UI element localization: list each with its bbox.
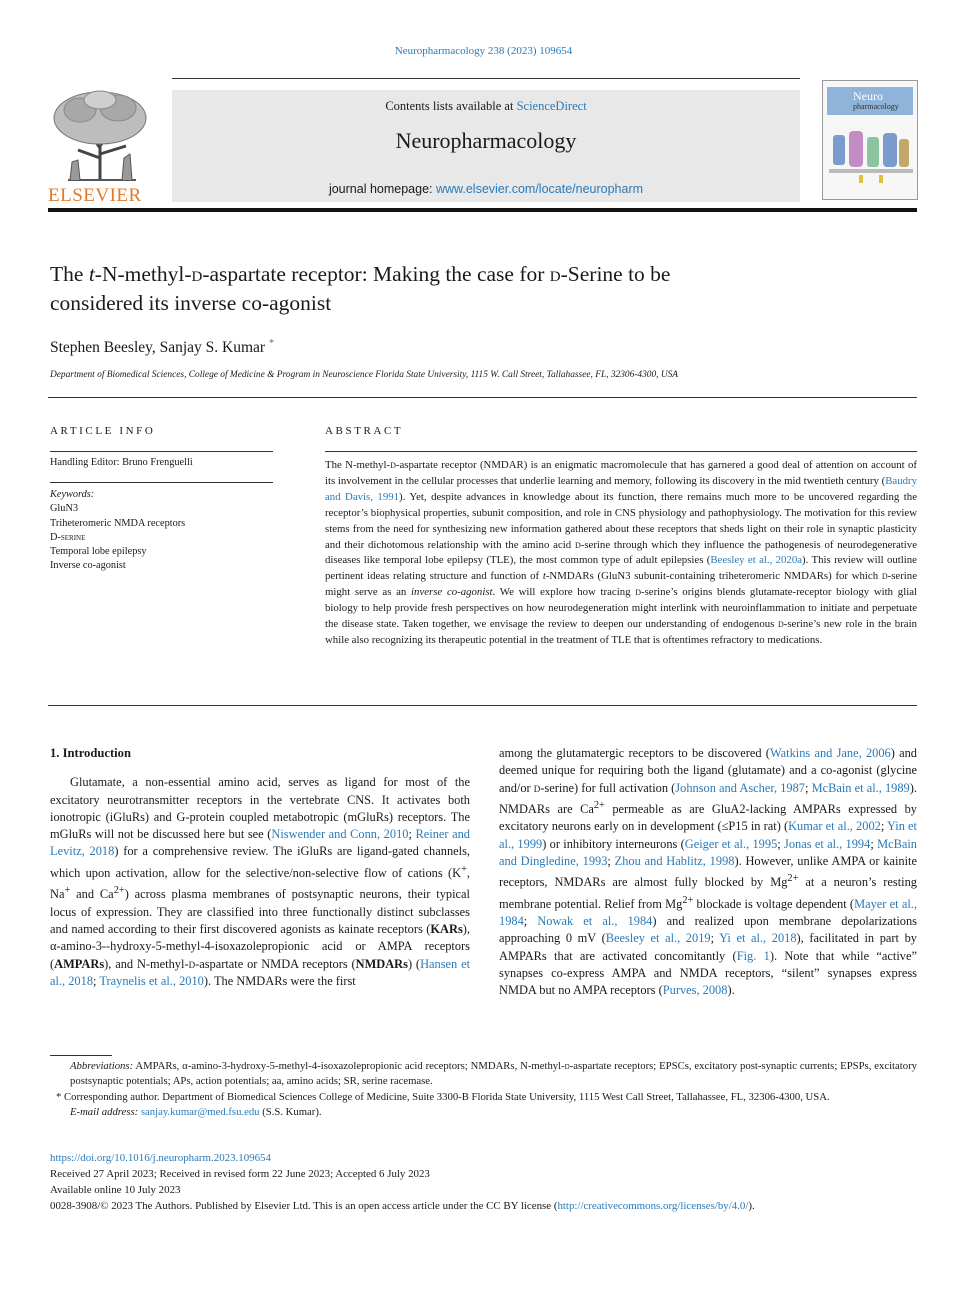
license-fragment: ). — [748, 1200, 755, 1212]
body-fragment: at a neuron’s resting membrane potential. Relief from Mg — [499, 875, 917, 911]
citation-link[interactable]: Jonas et al., 1994 — [784, 836, 871, 851]
title-small-caps: d — [549, 262, 561, 286]
header-thick-rule — [48, 208, 917, 212]
body-fragment: Glutamate, a non-essential amino acid, serves as ligand for most of the excitatory neurotransmitter receptors in the vertebrate CNS. It activates both ionotropic (iGluRs) and G-protein coupled metabotropic (mGluRs) receptors. The mGluRs will not be discussed here but see ( — [50, 775, 470, 842]
license-line — [50, 1198, 917, 1214]
bold-term: KARs — [430, 921, 463, 936]
keywords-block — [50, 488, 273, 574]
citation-link[interactable]: Zhou and Hablitz, 1998 — [614, 853, 735, 868]
superscript: 2+ — [113, 885, 125, 897]
abstract-small-caps: d — [635, 586, 641, 599]
keyword-item: Inverse co-agonist — [50, 560, 126, 572]
divider — [325, 451, 917, 452]
figure-link[interactable]: Fig. 1 — [736, 948, 770, 963]
contents-available-line — [172, 99, 800, 114]
doi-link[interactable]: https://doi.org/10.1016/j.neuropharm.2023.109654 — [50, 1152, 271, 1164]
journal-cover-thumbnail[interactable] — [822, 80, 918, 200]
small-caps: d — [188, 956, 196, 971]
journal-banner — [172, 90, 800, 202]
superscript: 2+ — [593, 799, 605, 811]
abstract-fragment: -NMDARs (GluN3 subunit-containing triheteromeric NMDARs) for which — [545, 570, 882, 583]
license-fragment: 0028-3908/© 2023 The Authors. Published by Elsevier Ltd. This is an open access article under the CC BY license ( — [50, 1200, 558, 1212]
abstract-fragment: -serine might serve as an — [325, 570, 917, 599]
publisher-logo-text: ELSEVIER — [48, 185, 142, 206]
abstract-fragment: -serine’s new role in the brain while also recognizing its therapeutic potential in the treatment of TLE that is oftentimes refractory to medications. — [325, 618, 917, 646]
keyword-item: Temporal lobe epilepsy — [50, 546, 147, 558]
abstract-small-caps: d — [881, 570, 888, 583]
body-fragment: ). The NMDARs were the first — [203, 973, 356, 988]
intro-paragraph — [50, 774, 470, 990]
body-fragment: ), α-amino-3--hydroxy-5-methyl-4-isoxazolepropionic acid or AMPA receptors ( — [50, 921, 470, 971]
abstract-italic: inverse co-agonist — [411, 586, 493, 599]
bold-term: AMPARs — [54, 956, 105, 971]
body-fragment: ) ( — [407, 956, 421, 971]
available-online: Available online 10 July 2023 — [50, 1184, 181, 1196]
body-fragment: ; — [805, 780, 812, 795]
body-fragment: ; — [523, 914, 538, 929]
citation-link[interactable]: Hansen et al., 2018 — [50, 956, 471, 988]
journal-title: Neuropharmacology — [395, 128, 577, 153]
body-fragment: ). However, unlike AMPA or kainite receptors, NMDARs are almost fully blocked by Mg — [499, 853, 917, 890]
citation-link[interactable]: Niswender and Conn, 2010 — [271, 827, 409, 842]
title-text: -aspartate receptor: Making the case for — [202, 262, 550, 286]
body-fragment: , Na — [50, 865, 470, 902]
homepage-link[interactable]: www.elsevier.com/locate/neuropharm — [435, 182, 644, 196]
citation-link[interactable]: Kumar et al., 2002 — [788, 819, 881, 834]
body-fragment: ). NMDARs are Ca — [499, 780, 917, 817]
body-fragment: -aspartate or NMDA receptors ( — [195, 956, 356, 971]
citation-link[interactable]: Nowak et al., 1984 — [537, 914, 653, 929]
intro-paragraph-continued — [499, 745, 917, 1000]
body-fragment: ; — [710, 931, 720, 946]
cover-title-line1: Neuro — [853, 89, 883, 103]
small-caps: d — [533, 780, 541, 795]
body-fragment: ). — [727, 983, 735, 998]
superscript: + — [461, 863, 467, 875]
citation-link[interactable]: Baudry and Davis, 1991 — [325, 474, 917, 503]
section-heading-introduction: 1. Introduction — [50, 746, 131, 760]
email-label: E-mail address: — [70, 1106, 139, 1119]
body-fragment: ; — [607, 853, 615, 868]
footnote-fragment: AMPARs, α-amino-3-hydroxy-5-methyl-4-isoxazolepropionic acid receptors; NMDARs, N-methyl- — [133, 1060, 565, 1072]
body-fragment: ) for a comprehensive review. The iGluRs are ligand-gated channels, which upon activation, allow for the selective/non-selective flow of cations (K — [50, 844, 471, 880]
title-text: -Serine to be — [560, 262, 671, 286]
intro-left-column — [50, 745, 470, 990]
citation-link[interactable]: Yin et al., 1999 — [499, 819, 917, 851]
abstract-fragment: The N-methyl- — [325, 459, 391, 471]
citation-link[interactable]: McBain and Dingledine, 1993 — [499, 836, 917, 868]
contents-prefix: Contents lists available at — [385, 99, 517, 113]
small-caps: d — [564, 1060, 570, 1072]
citation-link[interactable]: Johnson and Ascher, 1987 — [675, 780, 805, 795]
citation-link[interactable]: Geiger et al., 1995 — [684, 836, 778, 851]
abstract-italic: t — [542, 570, 546, 583]
body-fragment: ), facilitated in part by AMPARs that are activated concomitantly ( — [499, 931, 917, 963]
header-rule — [172, 78, 800, 79]
article-info-heading: ARTICLE INFO — [50, 425, 156, 437]
body-fragment: ) and deemed unique for requiring both the ligand (glutamate) and a co-agonist (glycine and/or — [499, 746, 917, 795]
citation-link[interactable]: Purves, 2008 — [662, 983, 728, 998]
abstract-heading: ABSTRACT — [325, 425, 404, 437]
superscript: 2+ — [682, 894, 694, 906]
title-line-2: considered its inverse co-agonist — [50, 291, 332, 315]
license-link[interactable]: http://creativecommons.org/licenses/by/4.0/ — [557, 1200, 749, 1212]
citation-link[interactable]: Reiner and Levitz, 2018 — [50, 827, 471, 859]
body-fragment: ) or inhibitory interneurons ( — [542, 836, 685, 851]
elsevier-logo — [48, 88, 152, 206]
abstract-fragment: -serine’s origins blends glutamate-receptor biology with glial biology to help provide fresh perspectives on how neurodegeneration might interlink with neuroinflammation to initiate and perpetuate the disease state. Taken together, we envisage the review to deepen our understanding of endogenous — [325, 586, 917, 631]
tree-icon — [48, 88, 152, 184]
citation-link[interactable]: Beesley et al., 2019 — [605, 931, 711, 946]
title-text: The — [50, 262, 89, 286]
sciencedirect-link[interactable]: ScienceDirect — [516, 99, 587, 113]
author-list — [50, 338, 274, 357]
superscript: + — [64, 885, 71, 897]
footnote-rule — [50, 1055, 112, 1056]
homepage-prefix: journal homepage: — [328, 182, 436, 196]
cover-title-line2: pharmacology — [853, 102, 899, 111]
body-fragment: among the glutamatergic receptors to be discovered ( — [499, 746, 770, 760]
abstract-fragment: ). Yet, despite advances in knowledge about its function, there remains much more to be uncovered regarding the receptor’s biophysical properties, subunit composition, and role in CNS physiology and pathophysiology. The motivation for this review stems from the need for synthesizing new information gathered about these receptors that sheds light on their role in synaptic plasticity and their dichotomous relationship with the amino acid — [325, 490, 917, 551]
received-dates: Received 27 April 2023; Received in revised form 22 June 2023; Accepted 6 July 2023 — [50, 1168, 430, 1180]
body-fragment: ) across plasma membranes of postsynaptic neurons, their typical locus of expression. They are classified into three functionally distinct subclasses and named according to their first discovered agonists as kainate receptors ( — [50, 887, 470, 936]
email-link[interactable]: sanjay.kumar@med.fsu.edu — [140, 1106, 260, 1119]
body-fragment: and Ca — [70, 887, 114, 902]
citation-link[interactable]: Traynelis et al., 2010 — [99, 973, 204, 988]
abstract-fragment: ). This review will outline pertinent ideas relating structure and function of — [325, 554, 917, 583]
bold-term: NMDARs — [355, 956, 408, 971]
abstract-fragment: -serine through which they influence the pathogenesis of neurodegenerative diseases like temporal lobe epilepsy (TLE), the most common type of adult epilepsies ( — [325, 538, 917, 567]
body-fragment: ; — [93, 973, 100, 988]
citation-link[interactable]: Beesley et al., 2020a — [710, 554, 803, 567]
keyword-item: GluN3 — [50, 503, 79, 515]
journal-homepage-line — [172, 182, 800, 196]
body-fragment: permeable as are GluA2-lacking AMPARs expressed by excitatory neurons early on in development (≤P15 in rat) ( — [499, 802, 917, 834]
keyword-item: D-serine — [50, 531, 86, 543]
body-fragment: ), and N-methyl- — [104, 956, 189, 971]
divider — [48, 397, 917, 398]
authors-text: Stephen Beesley, Sanjay S. Kumar — [50, 339, 266, 357]
title-text: -N-methyl- — [94, 262, 192, 286]
body-fragment: blockade is voltage dependent ( — [693, 896, 855, 911]
citation-link[interactable]: Mayer et al., 1984 — [499, 896, 917, 929]
journal-citation[interactable]: Neuropharmacology 238 (2023) 109654 — [394, 45, 573, 57]
abstract-fragment: -aspartate receptor (NMDAR) is an enigmatic macromolecule that has garnered a good deal of attention on account of its involvement in the cellular processes that underlie learning and memory, following its discovery in the mid twentieth century ( — [325, 459, 918, 487]
affiliation: Department of Biomedical Sciences, College of Medicine & Program in Neuroscience Florida State University, 1115 W. Call Street, Tallahassee, FL, 32306-4300, USA — [50, 370, 679, 380]
abstract-small-caps: d — [574, 538, 581, 551]
corresponding-author-mark[interactable]: * — [268, 338, 274, 349]
footnote-fragment: -aspartate receptors; EPSCs, excitatory post-synaptic currents; EPSPs, excitatory postsynaptic potentials; APs, action potentials; aa, amino acids; SR, serine racemase. — [70, 1060, 917, 1088]
body-fragment: ; — [777, 836, 785, 851]
body-fragment: ) and realized upon membrane depolarizations approaching 0 mV ( — [499, 914, 917, 946]
body-fragment: ; — [408, 827, 416, 842]
divider — [50, 482, 273, 483]
title-small-caps: d — [191, 262, 203, 286]
keyword-item: Triheteromeric NMDA receptors — [50, 517, 186, 529]
divider — [48, 705, 917, 706]
abstract-small-caps: d — [390, 459, 396, 471]
cover-artwork-icon — [829, 125, 913, 185]
body-fragment: ; — [870, 836, 878, 851]
abbreviations-footnote — [50, 1059, 917, 1090]
footnote-fragment: (S.S. Kumar). — [259, 1106, 322, 1119]
body-fragment: -serine) for full activation ( — [540, 780, 676, 795]
body-fragment: ). Note that while “active” synapses co-express AMPA and NMDA receptors, “silent” synapses express NMDA but no AMPA receptors ( — [499, 948, 917, 998]
body-fragment: ; — [880, 819, 887, 834]
keywords-label: Keywords: — [50, 489, 95, 500]
abstract-text — [325, 458, 917, 649]
handling-editor: Handling Editor: Bruno Frenguelli — [50, 457, 193, 468]
intro-right-column — [499, 745, 917, 1000]
title-italic-t: t — [88, 262, 95, 286]
publication-info — [50, 1150, 917, 1214]
email-footnote — [50, 1105, 917, 1120]
footnotes — [50, 1059, 917, 1121]
abbreviations-label: Abbreviations: — [70, 1060, 134, 1072]
abstract-small-caps: d — [777, 618, 784, 631]
citation-link[interactable]: McBain et al., 1989 — [811, 780, 910, 795]
article-title — [50, 260, 870, 318]
citation-link[interactable]: Watkins and Jane, 2006 — [769, 746, 891, 760]
corresponding-author-footnote: * Corresponding author. Department of Biomedical Sciences College of Medicine, Suite 3300-B Florida State University, 1115 West Call Street, Tallahassee, FL, 32306-4300, USA. — [56, 1090, 830, 1103]
divider — [50, 451, 273, 452]
superscript: 2+ — [787, 873, 799, 885]
citation-link[interactable]: Yi et al., 2018 — [719, 931, 797, 946]
abstract-fragment: . We will explore how tracing — [492, 586, 636, 599]
